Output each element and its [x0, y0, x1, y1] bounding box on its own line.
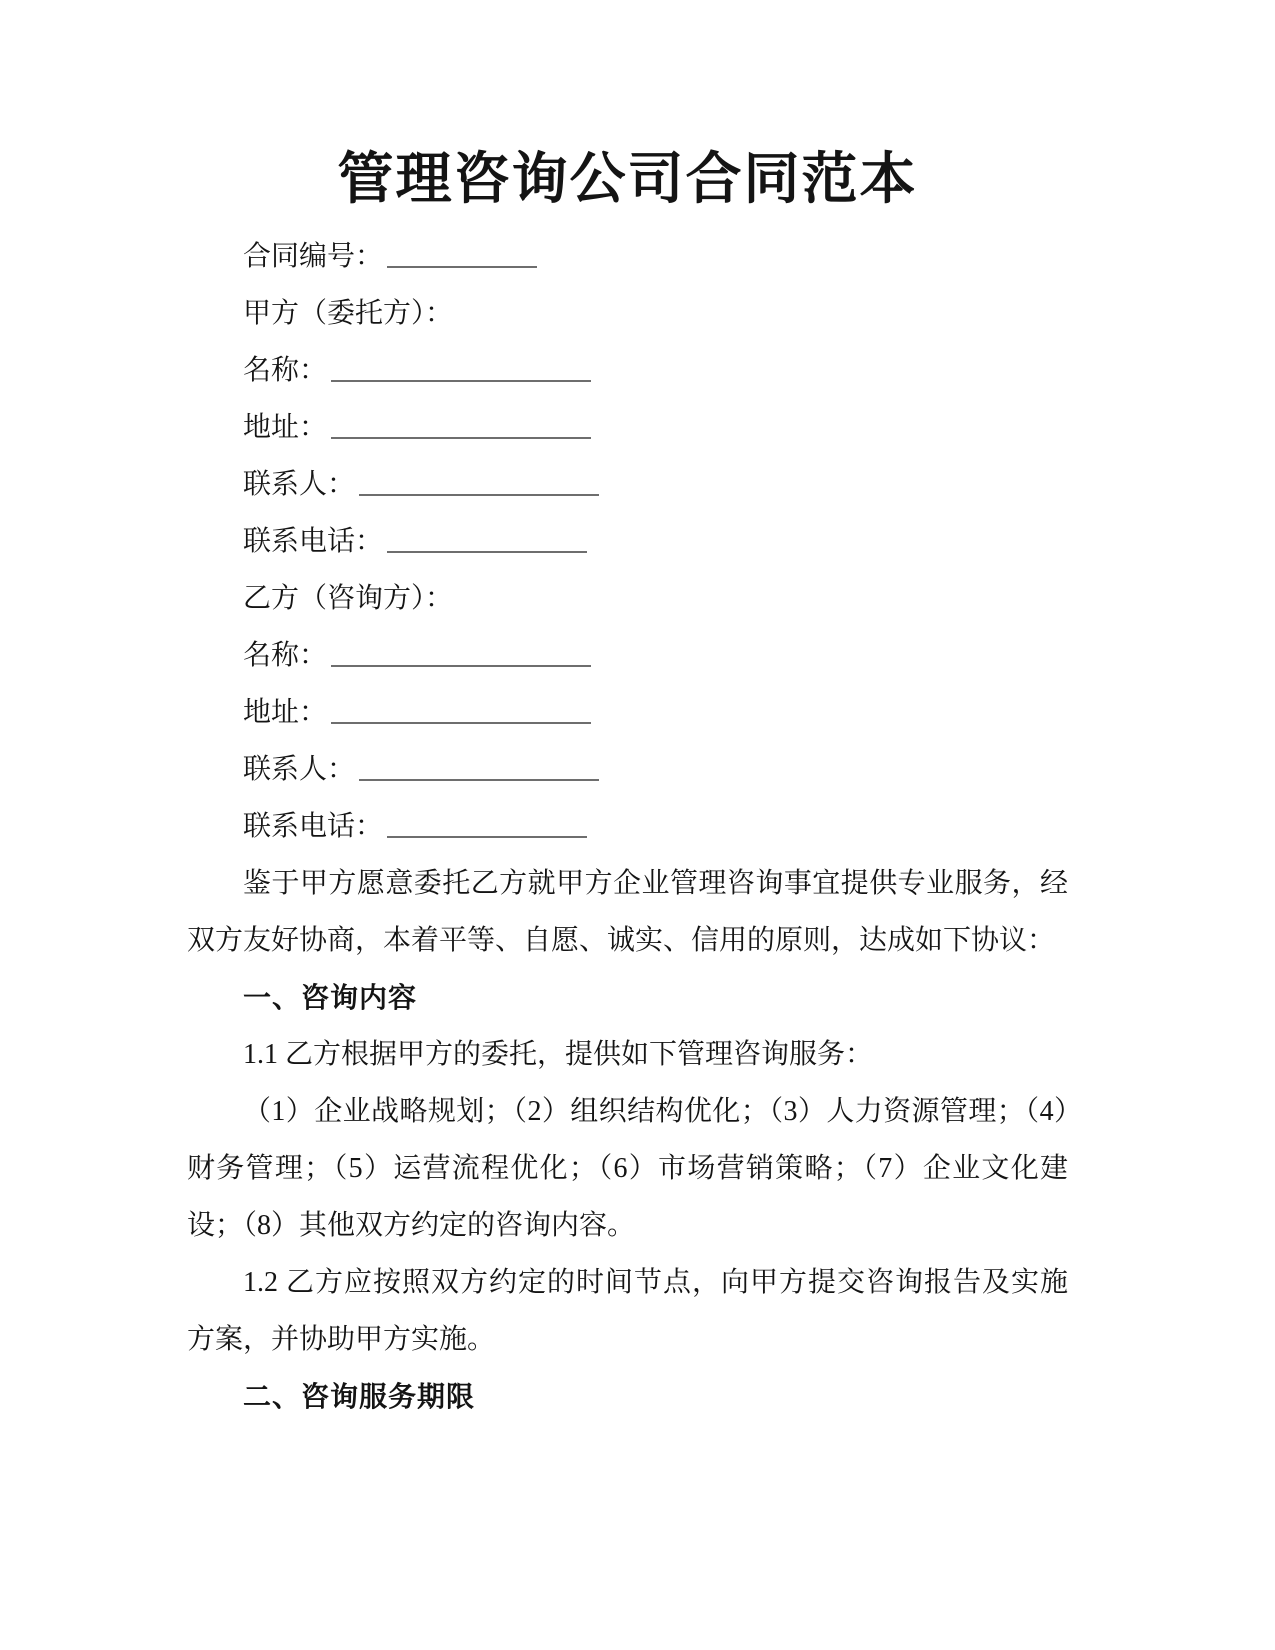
- party-a-contact-blank: [359, 466, 599, 496]
- party-a-name-label: 名称：: [243, 355, 328, 386]
- party-a-contact-line: [187, 456, 1068, 513]
- party-a-phone-line: [187, 513, 1068, 570]
- contract-number-blank: [387, 238, 537, 268]
- party-b-contact-line: [187, 741, 1068, 798]
- party-b-address-label: 地址：: [243, 697, 328, 728]
- party-a-phone-label: 联系电话：: [243, 526, 384, 557]
- party-b-contact-blank: [359, 751, 599, 781]
- party-b-phone-blank: [387, 808, 587, 838]
- document-body: [187, 228, 1068, 1425]
- party-a-phone-blank: [387, 523, 587, 553]
- party-b-phone-label: 联系电话：: [243, 811, 384, 842]
- party-b-address-blank: [331, 694, 591, 724]
- party-a-contact-label: 联系人：: [243, 469, 356, 500]
- contract-number-line: [187, 228, 1068, 285]
- clause-1-1-service-list: （1）企业战略规划；（2）组织结构优化；（3）人力资源管理；（4）财务管理；（5）运营流程优化；（6）市场营销策略；（7）企业文化建设；（8）其他双方约定的咨询内容。: [187, 1096, 1068, 1241]
- party-b-name-line: [187, 627, 1068, 684]
- party-b-heading: 乙方（咨询方）：: [243, 583, 454, 614]
- party-a-name-blank: [331, 352, 591, 382]
- party-a-name-line: [187, 342, 1068, 399]
- party-a-address-line: [187, 399, 1068, 456]
- preamble-paragraph: 鉴于甲方愿意委托乙方就甲方企业管理咨询事宜提供专业服务，经双方友好协商，本着平等、自愿、诚实、信用的原则，达成如下协议：: [187, 868, 1068, 956]
- party-b-address-line: [187, 684, 1068, 741]
- document-title: 管理咨询公司合同范本: [337, 149, 918, 211]
- party-b-name-blank: [331, 637, 591, 667]
- party-a-heading: 甲方（委托方）：: [243, 298, 454, 329]
- party-b-name-label: 名称：: [243, 640, 328, 671]
- party-b-contact-label: 联系人：: [243, 754, 356, 785]
- contract-number-label: 合同编号：: [243, 241, 384, 272]
- party-a-address-blank: [331, 409, 591, 439]
- clause-1-2: 1.2 乙方应按照双方约定的时间节点，向甲方提交咨询报告及实施方案，并协助甲方实施。: [187, 1267, 1068, 1355]
- party-b-phone-line: [187, 798, 1068, 855]
- section-1-heading: 一、咨询内容: [243, 982, 418, 1013]
- section-2-heading: 二、咨询服务期限: [243, 1381, 476, 1412]
- clause-1-1: 1.1 乙方根据甲方的委托，提供如下管理咨询服务：: [243, 1039, 874, 1070]
- party-a-address-label: 地址：: [243, 412, 328, 443]
